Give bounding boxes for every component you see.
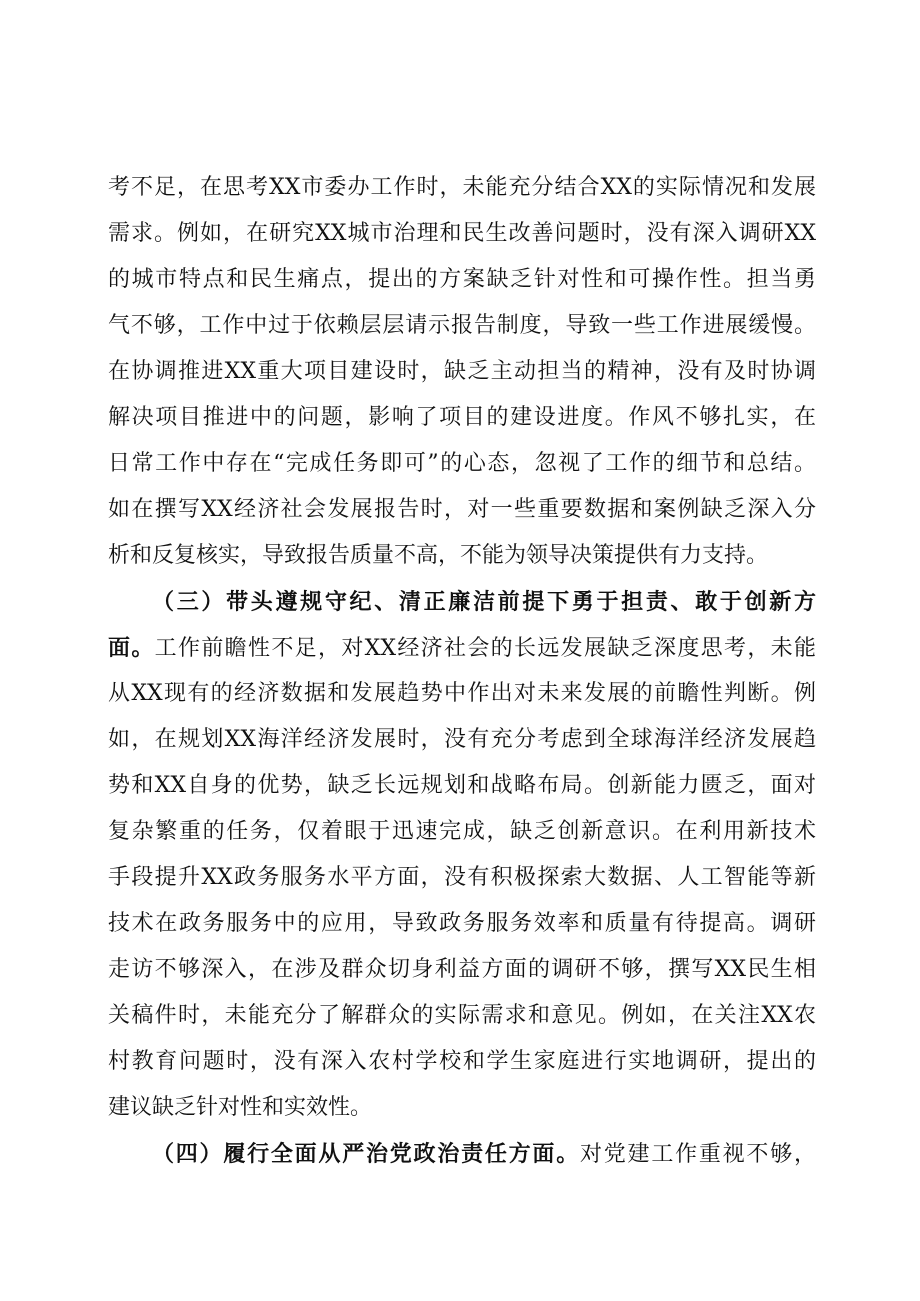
- text-line: 解决项目推进中的问题，影响了项目的建设进度。作风不够扎实，在: [108, 405, 816, 430]
- text-line: 势和XX自身的优势，缺乏长远规划和战略布局。创新能力匮乏，面对: [108, 773, 816, 798]
- text-line: 在协调推进XX重大项目建设时，缺乏主动担当的精神，没有及时协调: [108, 359, 816, 384]
- text-line: 考不足，在思考XX市委办工作时，未能充分结合XX的实际情况和发展: [108, 175, 816, 200]
- document-body: [108, 165, 816, 1177]
- text-segment: 工作前瞻性不足，对XX经济社会的长远发展缺乏深度思考，未能: [154, 636, 816, 661]
- text-segment: 对党建工作重视不够，: [579, 1142, 816, 1167]
- section-heading-4: （四）履行全面从严治党政治责任方面。: [152, 1141, 580, 1167]
- text-line: 手段提升XX政务服务水平方面，没有积极探索大数据、人工智能等新: [108, 865, 816, 890]
- text-line: 建议缺乏针对性和实效性。: [108, 1095, 373, 1120]
- text-line: 从XX现有的经济数据和发展趋势中作出对未来发展的前瞻性判断。例: [108, 681, 816, 706]
- text-line: 如，在规划XX海洋经济发展时，没有充分考虑到全球海洋经济发展趋: [108, 727, 816, 752]
- text-line: 技术在政务服务中的应用，导致政务服务效率和质量有待提高。调研: [108, 911, 816, 936]
- text-line: 如在撰写XX经济社会发展报告时，对一些重要数据和案例缺乏深入分: [108, 497, 816, 522]
- text-line: 复杂繁重的任务，仅着眼于迅速完成，缺乏创新意识。在利用新技术: [108, 819, 816, 844]
- text-line: 走访不够深入，在涉及群众切身利益方面的调研不够，撰写XX民生相: [108, 957, 816, 982]
- text-line: 气不够，工作中过于依赖层层请示报告制度，导致一些工作进展缓慢。: [108, 313, 816, 338]
- text-line: 需求。例如，在研究XX城市治理和民生改善问题时，没有深入调研XX: [108, 221, 816, 246]
- text-line: 析和反复核实，导致报告质量不高，不能为领导决策提供有力支持。: [108, 543, 769, 568]
- text-line: 关稿件时，未能充分了解群众的实际需求和意见。例如，在关注XX农: [108, 1003, 816, 1028]
- paragraph-1: [108, 165, 816, 579]
- section-heading-3: （三）带头遵规守纪、清正廉洁前提下勇于担责、敢于创新方: [152, 589, 816, 615]
- text-line: [108, 625, 816, 671]
- text-line: 的城市特点和民生痛点，提出的方案缺乏针对性和可操作性。担当勇: [108, 267, 816, 292]
- text-line: 日常工作中存在“完成任务即可”的心态，忽视了工作的细节和总结。: [108, 451, 816, 476]
- paragraph-3: [108, 1131, 816, 1177]
- paragraph-2: [108, 579, 816, 1131]
- text-line: [108, 1131, 816, 1177]
- text-line: 村教育问题时，没有深入农村学校和学生家庭进行实地调研，提出的: [108, 1049, 816, 1074]
- section-heading-3-end: 面。: [108, 635, 155, 661]
